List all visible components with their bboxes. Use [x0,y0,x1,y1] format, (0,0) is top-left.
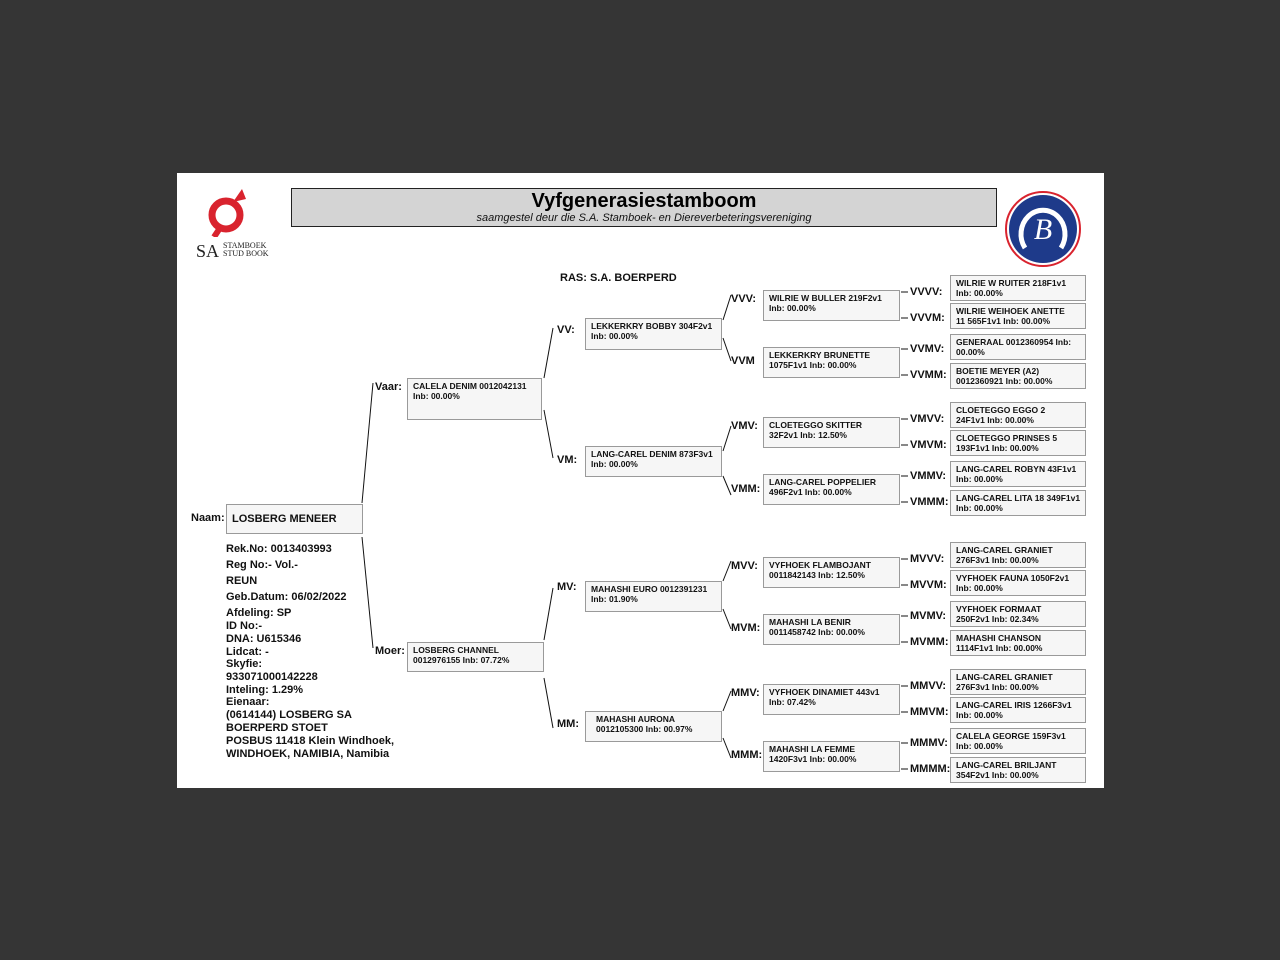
subject-detail: REUN [226,575,258,587]
sa-studbook-logo [196,187,276,263]
gen3-label: VVM [731,355,755,367]
gen4-box: LANG-CAREL BRILJANT 354F2v1 Inb: 00.00% [950,757,1086,783]
subject-detail: ID No:- [226,620,263,632]
gen4-label: VVMV: [910,343,945,355]
gen4-box: WILRIE WEIHOEK ANETTE 11 565F1v1 Inb: 00.00% [950,303,1086,329]
owner-block [226,709,394,761]
gen4-label: VVVM: [910,312,945,324]
gen4-label: VVMM: [910,369,947,381]
gen4-box: MAHASHI CHANSON 1114F1v1 Inb: 00.00% [950,630,1086,656]
gen2-box: LANG-CAREL DENIM 873F3v1 Inb: 00.00% [585,446,722,477]
gen3-box: CLOETEGGO SKITTER 32F2v1 Inb: 12.50% [763,417,900,448]
gen4-box: LANG-CAREL GRANIET 276F3v1 Inb: 00.00% [950,542,1086,568]
gen3-box: LANG-CAREL POPPELIER 496F2v1 Inb: 00.00% [763,474,900,505]
dam-box: LOSBERG CHANNEL 0012976155 Inb: 07.72% [407,642,544,672]
gen4-box: CLOETEGGO PRINSES 5 193F1v1 Inb: 00.00% [950,430,1086,456]
gen4-label: MVMV: [910,610,947,622]
subject-detail: Inteling: 1.29% [226,684,304,696]
gen3-label: MVM: [731,622,761,634]
logo-stamboek-text: STAMBOEK STUD BOOK [223,241,269,258]
subject-detail: DNA: U615346 [226,633,302,645]
owner-line: BOERPERD STOET [226,722,328,734]
gen4-box: BOETIE MEYER (A2) 0012360921 Inb: 00.00% [950,363,1086,389]
gen4-box: LANG-CAREL GRANIET 276F3v1 Inb: 00.00% [950,669,1086,695]
page-title: Vyfgenerasiestamboom [531,190,757,212]
gen4-box: GENERAAL 0012360954 Inb: 00.00% [950,334,1086,360]
gen2-label: VV: [557,324,575,336]
subject-name: LOSBERG MENEER [232,513,337,525]
gen3-label: VMM: [731,483,761,495]
gender-symbol-icon [196,187,276,237]
owner-line: POSBUS 11418 Klein Windhoek, [226,735,395,747]
gen4-box: VYFHOEK FAUNA 1050F2v1 Inb: 00.00% [950,570,1086,596]
subject-detail: Afdeling: SP [226,607,292,619]
gen3-label: VMV: [731,420,758,432]
subject-detail: Geb.Datum: 06/02/2022 [226,591,347,603]
gen2-label: MV: [557,581,577,593]
gen3-label: MMM: [731,749,763,761]
gen2-label: VM: [557,454,578,466]
gen3-label: VVV: [731,293,757,305]
gen3-box: VYFHOEK DINAMIET 443v1 Inb: 07.42% [763,684,900,715]
subject-detail: Rek.No: 0013403993 [226,543,332,555]
gen3-box: MAHASHI LA BENIR 0011458742 Inb: 00.00% [763,614,900,645]
gen2-label: MM: [557,718,579,730]
naam-label: Naam: [191,512,225,524]
gen4-box: LANG-CAREL IRIS 1266F3v1 Inb: 00.00% [950,697,1086,723]
subject-detail: 933071000142228 [226,671,318,683]
gen4-label: VMVV: [910,413,945,425]
gen4-label: MMMV: [910,737,948,749]
gen4-label: MVVV: [910,553,945,565]
gen3-box: LEKKERKRY BRUNETTE 1075F1v1 Inb: 00.00% [763,347,900,378]
gen4-box: CALELA GEORGE 159F3v1 Inb: 00.00% [950,728,1086,754]
boerperd-horseshoe-logo [1003,190,1083,268]
gen4-label: MMVM: [910,706,949,718]
gen4-label: MMVV: [910,680,947,692]
gen4-label: MVMM: [910,636,949,648]
gen4-label: MVVM: [910,579,947,591]
owner-line: (0614144) LOSBERG SA [226,709,352,721]
title-banner [291,188,997,227]
logo-b-letter: B [1033,213,1053,246]
gen2-box: MAHASHI AURONA 0012105300 Inb: 00.97% [585,711,722,742]
gen4-box: VYFHOEK FORMAAT 250F2v1 Inb: 02.34% [950,601,1086,627]
moer-label: Moer: [375,645,405,657]
gen3-box: VYFHOEK FLAMBOJANT 0011842143 Inb: 12.50% [763,557,900,588]
gen4-label: VMVM: [910,439,947,451]
gen4-label: VMMM: [910,496,949,508]
sire-box: CALELA DENIM 0012042131 Inb: 00.00% [407,378,542,420]
gen3-box: WILRIE W BULLER 219F2v1 Inb: 00.00% [763,290,900,321]
pedigree-sheet [177,173,1104,788]
gen4-label: VVVV: [910,286,943,298]
gen2-box: MAHASHI EURO 0012391231 Inb: 01.90% [585,581,722,612]
gen4-box: CLOETEGGO EGGO 2 24F1v1 Inb: 00.00% [950,402,1086,428]
subject-name-box [226,504,363,534]
subject-detail: Eienaar: [226,696,270,708]
breed-label: RAS: S.A. BOERPERD [560,272,677,284]
gen3-label: MMV: [731,687,760,699]
subject-detail: Skyfie: [226,658,263,670]
gen4-box: WILRIE W RUITER 218F1v1 Inb: 00.00% [950,275,1086,301]
gen4-label: VMMV: [910,470,947,482]
subject-detail: Lidcat: - [226,646,269,658]
owner-line: WINDHOEK, NAMIBIA, Namibia [226,748,390,760]
gen4-box: LANG-CAREL LITA 18 349F1v1 Inb: 00.00% [950,490,1086,516]
gen2-box: LEKKERKRY BOBBY 304F2v1 Inb: 00.00% [585,318,722,350]
gen3-label: MVV: [731,560,758,572]
vaar-label: Vaar: [375,381,402,393]
gen4-box: LANG-CAREL ROBYN 43F1v1 Inb: 00.00% [950,461,1086,487]
gen4-label: MMMM: [910,763,951,775]
page-subtitle: saamgestel deur die S.A. Stamboek- en Diereverbeteringsvereniging [476,212,812,224]
subject-detail: Reg No:- Vol.- [226,559,298,571]
gen3-box: MAHASHI LA FEMME 1420F3v1 Inb: 00.00% [763,741,900,772]
logo-sa-text: SA [196,241,220,261]
